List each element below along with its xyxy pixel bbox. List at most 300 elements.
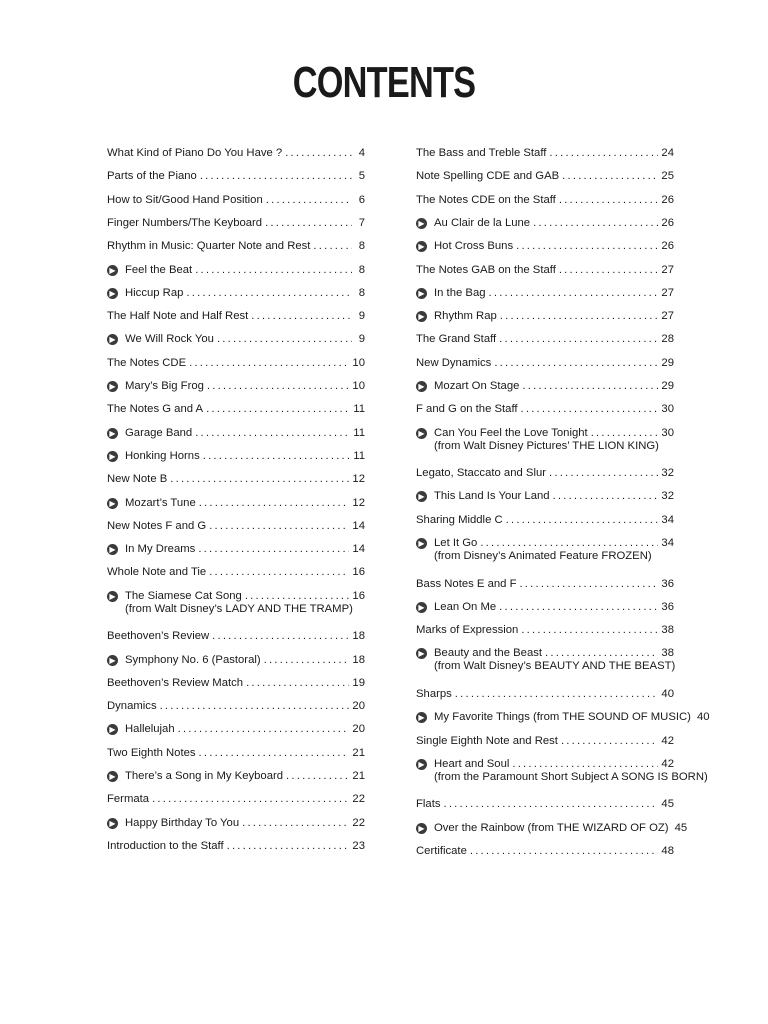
audio-play-icon: ▶ [107,544,118,555]
toc-entry [416,287,674,300]
toc-entry [107,770,365,783]
toc-page-number: 36 [661,577,674,590]
toc-row [416,467,674,480]
toc-entry-title: Garage Band [125,426,193,439]
toc-entry-title: Let It Go [434,537,478,549]
dot-leader [470,845,659,858]
toc-entry-title: The Notes CDE [107,356,187,369]
toc-row [107,654,365,667]
dot-leader [521,403,659,416]
toc-entry-subtitle: (from Walt Disney’s LADY AND THE TRAMP) [125,602,353,615]
toc-entry [107,194,365,207]
dot-leader [559,264,659,277]
toc-row [416,333,674,346]
toc-entry-title: Mozart’s Tune [125,496,196,509]
audio-play-icon: ▶ [107,591,118,602]
audio-play-icon: ▶ [107,334,118,345]
toc-entry [107,747,365,760]
toc-row [107,793,365,806]
toc-entry [416,217,674,230]
toc-entry-title: The Bass and Treble Staff [416,147,547,159]
toc-page-number: 26 [661,193,674,206]
toc-page-number: 8 [358,286,365,299]
toc-row [416,490,674,503]
dot-leader [186,287,352,300]
toc-entry-title: Honking Horns [125,449,200,462]
toc-row [107,240,365,253]
toc-page-number: 18 [352,653,365,666]
toc-entry [107,497,365,510]
dot-leader [285,147,352,160]
toc-entry [107,217,365,230]
toc-row [107,590,365,603]
toc-entry [416,427,674,453]
toc-page-number: 32 [661,490,674,503]
dot-leader [494,357,658,370]
toc-row [416,711,710,724]
dot-leader [203,450,351,463]
toc-page-number: 20 [352,700,365,713]
toc-entry-subtitle: (from Walt Disney Pictures’ THE LION KING) [434,439,659,452]
dot-leader [198,543,349,556]
toc-page-number: 22 [352,793,365,806]
toc-row [107,403,365,416]
toc-row [416,264,674,277]
dot-leader [199,497,350,510]
dot-leader [264,654,350,667]
toc-entry [416,147,674,160]
toc-entry [416,601,674,614]
toc-entry-title: Sharing Middle C [416,513,503,526]
dot-leader [512,758,658,771]
toc-entry [416,194,674,207]
toc-entry-title: Beethoven’s Review [107,630,210,643]
toc-row [107,147,365,160]
toc-entry [107,840,365,853]
toc-page-number: 6 [358,193,365,206]
audio-play-icon: ▶ [416,823,427,834]
toc-entry-title: F and G on the Staff [416,403,518,416]
toc-row [107,723,365,736]
toc-entry-title: Symphony No. 6 (Pastoral) [125,653,261,666]
toc-entry [107,427,365,440]
toc-page-number: 5 [358,170,365,183]
dot-leader [170,473,349,486]
toc-row [107,264,365,277]
toc-row [107,380,365,393]
toc-row [107,520,365,533]
toc-entry-title: Certificate [416,844,467,857]
toc-entry-title: In the Bag [434,286,486,299]
dot-leader [195,427,350,440]
toc-row [107,840,365,853]
audio-play-icon: ▶ [416,288,427,299]
toc-entry [107,240,365,253]
toc-page-number: 27 [661,310,674,323]
toc-row [107,357,365,370]
toc-entry-title: Single Eighth Note and Rest [416,734,558,747]
toc-entry-title: Whole Note and Tie [107,566,207,579]
toc-entry [416,757,708,784]
audio-play-icon: ▶ [416,381,427,392]
dot-leader [559,194,659,207]
dot-leader [516,240,658,253]
toc-page-number: 23 [352,839,365,852]
toc-row [416,357,674,370]
toc-row [416,578,674,591]
toc-row [416,427,674,440]
toc-entry-title: Beethoven’s Review Match [107,676,244,689]
audio-play-icon: ▶ [416,491,427,502]
toc-row [416,380,674,393]
toc-row [107,817,365,830]
dot-leader [246,677,349,690]
toc-entry-title: How to Sit/Good Hand Position [107,193,263,206]
toc-entry-title: Rhythm Rap [434,310,497,323]
toc-row [107,700,365,713]
toc-entry-title: The Notes GAB on the Staff [416,263,556,276]
toc-page-number: 34 [661,513,674,526]
toc-page-number: 38 [661,647,674,660]
toc-row [416,287,674,300]
toc-entry-title: Finger Numbers/The Keyboard [107,216,263,229]
toc-row [416,537,674,550]
toc-entry-title: Two Eighth Notes [107,746,196,759]
toc-page-number: 28 [661,333,674,346]
toc-page-number: 36 [661,600,674,613]
dot-leader [549,147,658,160]
toc-row [416,240,674,253]
toc-row [416,403,674,416]
toc-entry [107,357,365,370]
toc-entry [107,566,365,579]
toc-row [107,566,365,579]
audio-play-icon: ▶ [416,759,427,770]
dot-leader [242,817,349,830]
toc-entry-title: This Land Is Your Land [434,490,550,503]
dot-leader [265,217,352,230]
toc-entry-title: Legato, Staccato and Slur [416,467,547,480]
dot-leader [591,427,659,440]
toc-entry [416,264,674,277]
toc-row [416,688,674,701]
toc-entry [107,677,365,690]
toc-entry [416,514,674,527]
toc-page-number: 26 [661,216,674,229]
toc-page-number: 16 [352,589,365,602]
toc-page-number: 19 [352,676,365,689]
toc-page-number: 11 [353,403,365,416]
toc-row [416,735,674,748]
toc-row [416,147,674,160]
toc-entry [107,310,365,323]
dot-leader [553,490,659,503]
toc-row [416,514,674,527]
dot-leader [506,514,659,527]
toc-row [416,647,674,660]
audio-play-icon: ▶ [107,428,118,439]
toc-entry-title: Bass Notes E and F [416,577,517,590]
audio-play-icon: ▶ [107,724,118,735]
toc-row [107,450,365,463]
toc-entry [416,688,674,701]
toc-entry [416,578,674,591]
toc-entry [416,310,674,323]
toc-entry-title: Rhythm in Music: Quarter Note and Rest [107,240,311,253]
dot-leader [455,688,659,701]
toc-entry [416,467,674,480]
toc-entry-title: Hiccup Rap [125,286,184,299]
toc-entry [416,403,674,416]
toc-entry-title: Fermata [107,793,150,806]
toc-entry-title: In My Dreams [125,543,196,556]
toc-page-number: 18 [352,630,365,643]
audio-play-icon: ▶ [416,538,427,549]
toc-entry [107,590,365,616]
toc-page-number: 7 [358,216,365,229]
toc-entry-title: The Notes CDE on the Staff [416,193,556,206]
audio-play-icon: ▶ [107,288,118,299]
toc-entry [416,711,710,724]
toc-entry-title: New Dynamics [416,356,492,369]
toc-row [107,333,365,346]
dot-leader [499,333,658,346]
toc-page-number: 26 [661,240,674,253]
toc-page-number: 34 [661,537,674,549]
toc-entry [416,647,674,673]
toc-page-number: 29 [661,380,674,392]
audio-play-icon: ▶ [107,771,118,782]
audio-play-icon: ▶ [416,428,427,439]
toc-row [416,845,674,858]
dot-leader [545,647,658,660]
dot-leader [245,590,350,603]
toc-entry-title: What Kind of Piano Do You Have ? [107,147,283,159]
toc-page-number: 12 [352,496,365,509]
toc-entry-subtitle: (from Walt Disney’s BEAUTY AND THE BEAST) [434,660,676,673]
toc-row [107,497,365,510]
toc-entry-title: The Siamese Cat Song [125,589,242,602]
toc-entry-title: The Half Note and Half Rest [107,310,249,323]
toc-entry [416,735,674,748]
toc-page-number: 11 [353,449,365,462]
toc-page-number: 8 [358,240,365,253]
toc-page-number: 22 [352,816,365,829]
dot-leader [519,578,658,591]
toc-row [416,194,674,207]
toc-entry-title: The Notes G and A [107,403,204,416]
toc-entry [107,403,365,416]
dot-leader [443,798,658,811]
dot-leader [199,747,350,760]
toc-page-number: 20 [352,723,365,736]
audio-play-icon: ▶ [416,602,427,613]
toc-row [107,170,365,183]
toc-page-number: 30 [661,426,674,439]
toc-row [107,770,365,783]
dot-leader [178,723,350,736]
toc-entry [416,845,674,858]
audio-play-icon: ▶ [416,712,427,723]
toc-entry-title: Mozart On Stage [434,380,520,392]
dot-leader [266,194,352,207]
toc-entry [107,630,365,643]
dot-leader [195,264,352,277]
dot-leader [209,566,349,579]
audio-play-icon: ▶ [107,655,118,666]
toc-row [107,747,365,760]
toc-entry-title: Sharps [416,687,452,700]
toc-row [107,473,365,486]
audio-play-icon: ▶ [107,498,118,509]
toc-entry [107,450,365,463]
toc-entry-title: Over the Rainbow (from THE WIZARD OF OZ) [434,821,669,834]
toc-page-number: 29 [661,356,674,369]
toc-page-number: 9 [358,310,365,323]
toc-page-number: 14 [352,543,365,556]
toc-row [416,217,674,230]
toc-page-number: 32 [661,467,674,480]
toc-entry-title: Mary’s Big Frog [125,380,204,392]
toc-row [416,624,674,637]
toc-entry-title: Parts of the Piano [107,170,197,183]
dot-leader [500,310,659,323]
toc-row [107,194,365,207]
toc-page-number: 38 [661,624,674,637]
toc-entry [107,380,365,393]
dot-leader [207,380,350,393]
toc-entry-title: Marks of Expression [416,624,519,637]
dot-leader [561,735,658,748]
dot-leader [152,793,349,806]
toc-row [416,798,674,811]
toc-row [107,310,365,323]
toc-entry-title: The Grand Staff [416,333,497,346]
toc-entry-subtitle: (from Disney’s Animated Feature FROZEN) [434,550,652,562]
toc-entry-subtitle: (from the Paramount Short Subject A SONG IS BORN) [434,770,708,783]
toc-entry [107,333,365,346]
toc-page-number: 14 [352,519,365,532]
toc-row [107,217,365,230]
toc-entry-title: Hot Cross Buns [434,240,514,253]
dot-leader [533,217,658,230]
toc-page-number: 42 [661,734,674,747]
dot-leader [549,467,658,480]
toc-entry-title: Au Clair de la Lune [434,216,531,229]
toc-page-number: 9 [358,333,365,346]
toc-row [416,601,674,614]
toc-page-number: 10 [352,356,365,369]
dot-leader [562,170,658,183]
toc-entry [416,624,674,637]
dot-leader [206,403,350,416]
toc-entry [416,537,674,563]
toc-entry [416,170,674,183]
dot-leader [521,624,658,637]
dot-leader [212,630,349,643]
dot-leader [499,601,658,614]
toc-entry-title: Note Spelling CDE and GAB [416,170,560,183]
toc-page-number: 42 [661,757,674,770]
toc-entry [107,543,365,556]
toc-entry-title: Can You Feel the Love Tonight [434,426,588,439]
toc-page-number: 16 [352,566,365,579]
audio-play-icon: ▶ [107,451,118,462]
toc-entry [107,520,365,533]
toc-page-number: 8 [358,263,365,276]
audio-play-icon: ▶ [107,265,118,276]
toc-entry [107,264,365,277]
toc-entry [416,798,674,811]
toc-entry [107,817,365,830]
toc-entry [416,357,674,370]
toc-entry-title: Beauty and the Beast [434,647,543,660]
toc-entry [416,380,674,393]
dot-leader [200,170,352,183]
dot-leader [286,770,349,783]
toc-entry [416,240,674,253]
toc-entry-title: Flats [416,798,441,811]
toc-entry [107,793,365,806]
toc-entry [416,821,688,835]
dot-leader [227,840,350,853]
toc-entry-title: There’s a Song in My Keyboard [125,770,284,782]
toc-page-number: 10 [352,380,365,392]
toc-entry-title: New Note B [107,473,168,486]
dot-leader [217,333,352,346]
toc-entry [416,333,674,346]
toc-page-number: 27 [661,286,674,299]
toc-entry-title: Lean On Me [434,600,497,613]
toc-page-number: 30 [661,403,674,416]
toc-entry-title: Feel the Beat [125,263,193,276]
toc-entry [107,147,365,160]
audio-play-icon: ▶ [416,648,427,659]
toc-page-number: 4 [358,147,365,159]
toc-entry-title: New Notes F and G [107,519,207,532]
toc-entry [107,700,365,713]
toc-entry [416,490,674,503]
toc-page-number: 40 [661,687,674,700]
audio-play-icon: ▶ [107,381,118,392]
toc-row [107,677,365,690]
toc-entry [107,170,365,183]
toc-entry-title: Happy Birthday To You [125,816,240,829]
toc-entry [107,473,365,486]
toc-entry-title: We Will Rock You [125,333,214,346]
toc-page-number: 21 [352,770,365,782]
toc-page-number: 40 [696,711,710,724]
toc-page-number: 48 [661,844,674,857]
dot-leader [209,520,349,533]
toc-row [416,310,674,323]
dot-leader [160,700,350,713]
audio-play-icon: ▶ [416,218,427,229]
toc-entry-title: Dynamics [107,700,157,713]
toc-page-number: 45 [661,798,674,811]
dot-leader [480,537,658,550]
toc-entry [107,287,365,300]
page-title: CONTENTS [292,58,476,107]
dot-leader [189,357,349,370]
toc-row [416,821,688,835]
dot-leader [251,310,352,323]
toc-entry-title: Hallelujah [125,723,175,736]
audio-play-icon: ▶ [416,311,427,322]
toc-page-number: 45 [674,821,688,834]
toc-row [107,630,365,643]
toc-entry-title: Heart and Soul [434,757,510,770]
